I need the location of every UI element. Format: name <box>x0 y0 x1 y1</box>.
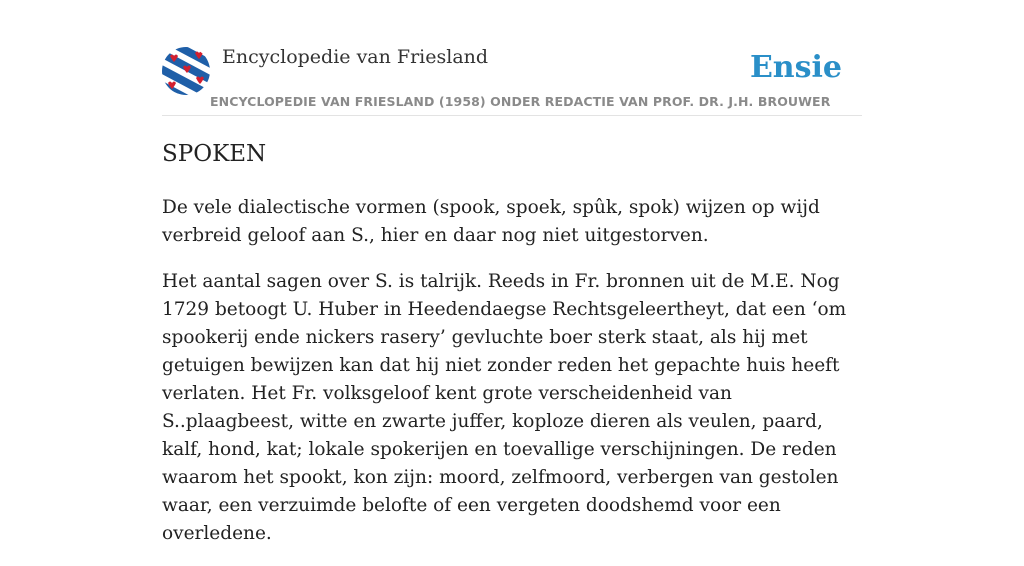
header-divider <box>162 115 862 116</box>
entry-title: SPOKEN <box>162 141 267 167</box>
site-header <box>162 44 862 116</box>
ensie-logo[interactable]: Ensie <box>749 50 842 85</box>
paragraph: Het aantal sagen over S. is talrijk. Reeds in Fr. bronnen uit de M.E. Nog 1729 betoogt U. Huber in Heedendaegse Rechtsgeleertheyt, dat een ‘om spookerij ende nickers rasery’ gevluchte boer sterk staat, als hij met getuigen bewijzen kan dat hij niet zonder reden het gepachte huis heeft verlaten. Het Fr. volksgeloof kent grote verscheidenheid van S..plaagbeest, witte en zwarte juffer, koploze dieren als veulen, paard, kalf, hond, kat; lokale spokerijen en toevallige verschijningen. De reden waarom het spookt, kon zijn: moord, zelfmoord, verbergen van gestolen waar, een verzuimde belofte of een vergeten doodshemd voor een overledene. <box>162 271 847 544</box>
article <box>162 138 862 566</box>
site-title[interactable]: Encyclopedie van Friesland <box>222 46 489 68</box>
site-subtitle: ENCYCLOPEDIE VAN FRIESLAND (1958) ONDER REDACTIE VAN PROF. DR. J.H. BROUWER <box>210 94 831 109</box>
paragraph: De vele dialectische vormen (spook, spoek, spûk, spok) wijzen op wijd verbreid geloof aan S., hier en daar nog niet uitgestorven. <box>162 197 820 246</box>
frisian-flag-icon[interactable] <box>162 47 210 95</box>
